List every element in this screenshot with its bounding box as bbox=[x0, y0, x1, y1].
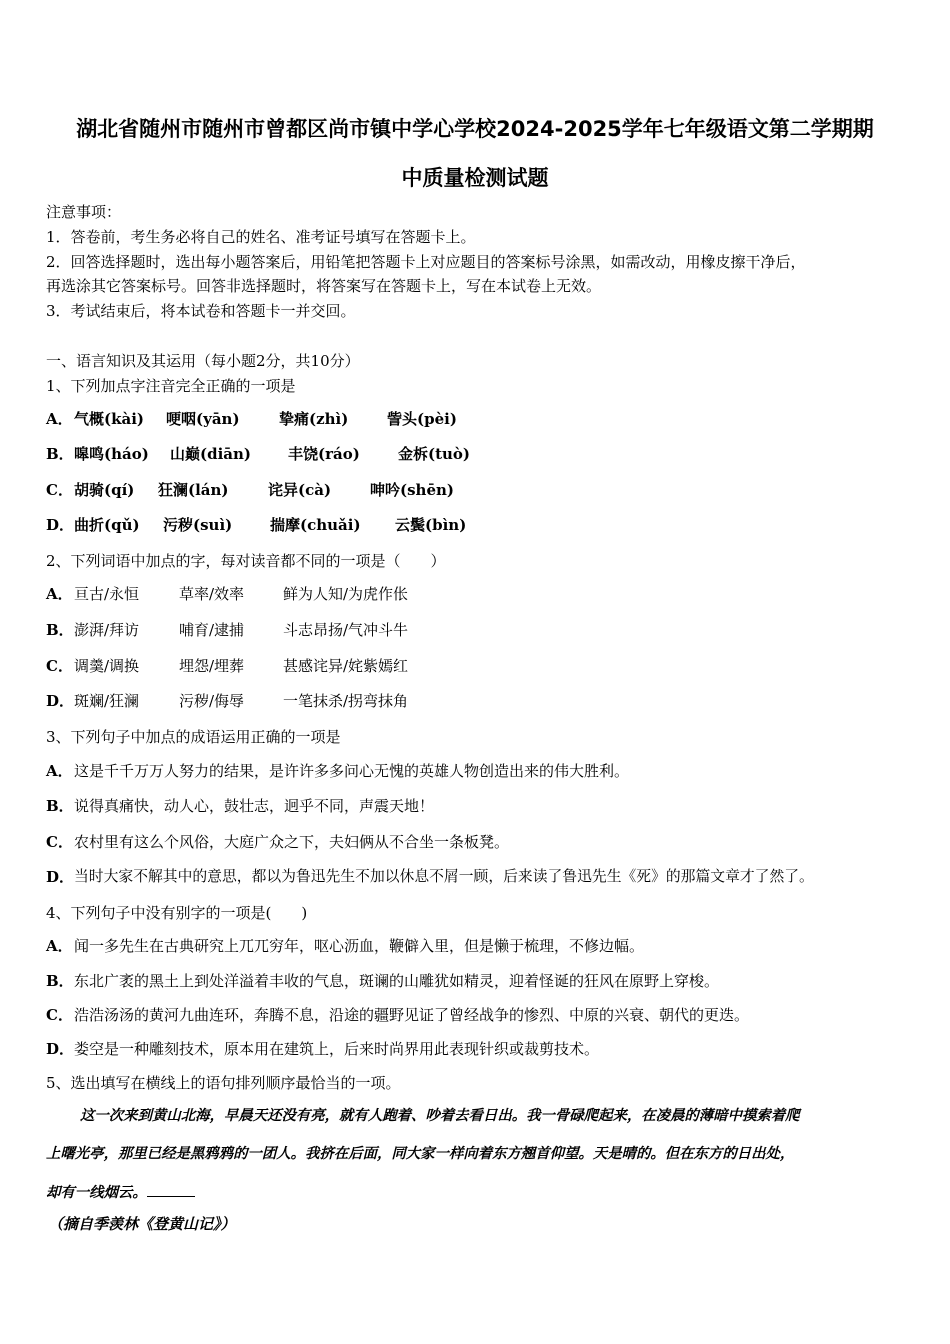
option-item: 调羹/调换 bbox=[74, 657, 140, 675]
option-item: 訾头(pèi) bbox=[387, 410, 457, 428]
option-item: 哺育/逮捕 bbox=[179, 621, 245, 639]
option-item: 揣摩(chuǎi) bbox=[270, 516, 361, 534]
option-label: D． bbox=[46, 692, 75, 710]
q5-passage-text: 却有一线烟云。 bbox=[46, 1184, 147, 1201]
q4-stem: 4、下列句子中没有别字的一项是( ) bbox=[46, 904, 308, 922]
option-label: B． bbox=[46, 972, 74, 990]
option-item: 斑斓/狂澜 bbox=[74, 692, 140, 710]
option-item: 亘古/永恒 bbox=[74, 585, 140, 603]
q5-stem: 5、选出填写在横线上的语句排列顺序最恰当的一项。 bbox=[46, 1074, 401, 1092]
option-item: 狂澜(lán) bbox=[158, 481, 229, 499]
section-heading: 一、语言知识及其运用（每小题2分，共10分） bbox=[46, 352, 360, 370]
option-text: 闻一多先生在古典研究上兀兀穷年，呕心沥血，鞭僻入里，但是懒于梳理，不修边幅。 bbox=[74, 937, 645, 955]
option-label: C． bbox=[46, 1006, 73, 1024]
option-label: B． bbox=[46, 445, 74, 463]
notice-heading: 注意事项： bbox=[46, 203, 122, 221]
option-text: 东北广袤的黑土上到处洋溢着丰收的气息，斑谰的山雕犹如精灵，迎着怪诞的狂风在原野上穿梭。 bbox=[74, 972, 720, 990]
q5-passage-line1: 这一次来到黄山北海，早晨天还没有亮，就有人跑着、吵着去看日出。我一骨碌爬起来，在凌晨的薄暗中摸索着爬 bbox=[80, 1107, 800, 1124]
q2-stem: 2、下列词语中加点的字，每对读音都不同的一项是（ ） bbox=[46, 552, 446, 570]
option-label: D． bbox=[46, 516, 75, 534]
option-item: 云鬓(bìn) bbox=[395, 516, 467, 534]
option-item: 甚感诧异/姹紫嫣红 bbox=[283, 657, 409, 675]
notice-item-2: 2．回答选择题时，选出每小题答案后，用铅笔把答题卡上对应题目的答案标号涂黑，如需改动，用橡皮擦干净后， bbox=[46, 253, 806, 271]
answer-blank bbox=[147, 1182, 195, 1197]
option-text: 浩浩汤汤的黄河九曲连环，奔腾不息，沿途的疆野见证了曾经战争的惨烈、中原的兴衰、朝代的更迭。 bbox=[74, 1006, 750, 1024]
option-item: 嗥鸣(háo) bbox=[74, 445, 149, 463]
notice-item-2b: 再选涂其它答案标号。回答非选择题时，将答案写在答题卡上，写在本试卷上无效。 bbox=[46, 277, 602, 295]
option-label: A． bbox=[46, 410, 73, 428]
option-item: 山巅(diān) bbox=[170, 445, 252, 463]
option-item: 哽咽(yān) bbox=[166, 410, 240, 428]
q3-stem: 3、下列句子中加点的成语运用正确的一项是 bbox=[46, 728, 341, 746]
option-item: 挚痛(zhì) bbox=[279, 410, 349, 428]
option-label: D． bbox=[46, 1040, 75, 1058]
q1-stem: 1、下列加点字注音完全正确的一项是 bbox=[46, 377, 296, 395]
notice-item-3: 3．考试结束后，将本试卷和答题卡一并交回。 bbox=[46, 302, 356, 320]
option-label: A． bbox=[46, 762, 73, 780]
option-text: 娄空是一种雕刻技术，原本用在建筑上，后来时尚界用此表现针织或裁剪技术。 bbox=[74, 1040, 600, 1058]
option-text: 说得真痛快，动人心，鼓壮志，迥乎不同，声震天地！ bbox=[74, 797, 435, 815]
option-item: 草率/效率 bbox=[179, 585, 245, 603]
option-item: 污秽(suì) bbox=[163, 516, 233, 534]
page-title-line2: 中质量检测试题 bbox=[401, 166, 549, 190]
option-item: 曲折(qǔ) bbox=[74, 516, 140, 534]
option-item: 埋怨/埋葬 bbox=[179, 657, 245, 675]
option-item: 澎湃/拜访 bbox=[74, 621, 140, 639]
page-title-line1: 湖北省随州市随州市曾都区尚市镇中学心学校2024-2025学年七年级语文第二学期期 bbox=[76, 117, 874, 141]
q5-passage-line2: 上曙光亭，那里已经是黑鸦鸦的一团人。我挤在后面，同大家一样向着东方翘首仰望。天是晴的。但在东方的日出处， bbox=[46, 1145, 795, 1162]
option-item: 污秽/侮辱 bbox=[179, 692, 245, 710]
option-label: B． bbox=[46, 797, 74, 815]
option-label: D． bbox=[46, 868, 75, 886]
option-item: 丰饶(ráo) bbox=[288, 445, 360, 463]
option-label: C． bbox=[46, 657, 73, 675]
option-label: B． bbox=[46, 621, 74, 639]
option-label: A． bbox=[46, 585, 73, 603]
option-item: 一笔抹杀/拐弯抹角 bbox=[283, 692, 409, 710]
option-item: 诧异(cà) bbox=[268, 481, 332, 499]
option-item: 鲜为人知/为虎作伥 bbox=[283, 585, 409, 603]
option-item: 气概(kài) bbox=[74, 410, 145, 428]
option-label: A． bbox=[46, 937, 73, 955]
option-item: 呻吟(shēn) bbox=[370, 481, 454, 499]
q5-passage-line3 bbox=[46, 1182, 195, 1203]
option-item: 金柝(tuò) bbox=[398, 445, 471, 463]
option-label: C． bbox=[46, 481, 73, 499]
option-text: 农村里有这么个风俗，大庭广众之下，夫妇俩从不合坐一条板凳。 bbox=[74, 833, 510, 851]
option-label: C． bbox=[46, 833, 73, 851]
notice-item-1: 1．答卷前，考生务必将自己的姓名、准考证号填写在答题卡上。 bbox=[46, 228, 476, 246]
q5-source: （摘自季羡林《登黄山记》） bbox=[48, 1215, 236, 1233]
option-item: 胡骑(qí) bbox=[74, 481, 135, 499]
option-text: 当时大家不解其中的意思，都以为鲁迅先生不加以休息不屑一顾，后来读了鲁迅先生《死》的那篇文章才了然了。 bbox=[74, 868, 814, 885]
option-item: 斗志昂扬/气冲斗牛 bbox=[283, 621, 409, 639]
option-text: 这是千千万万人努力的结果，是许许多多问心无愧的英雄人物创造出来的伟大胜利。 bbox=[74, 762, 630, 780]
